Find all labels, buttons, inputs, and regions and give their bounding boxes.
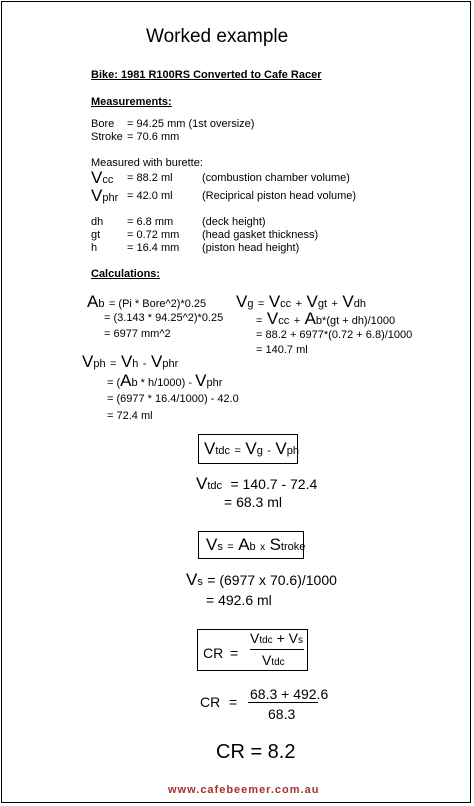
vphr-desc: (Reciprical piston head volume) <box>202 190 357 202</box>
cr-final-result: CR = 8.2 <box>216 741 296 763</box>
cr-numeric-fraction-bar <box>248 702 318 703</box>
cr-numeric-denominator: 68.3 <box>268 706 296 722</box>
vphr-symbol: Vphr <box>91 186 119 205</box>
cr-formula-numerator: Vtdc + Vs <box>250 630 303 646</box>
cr-numeric-label: CR <box>200 694 221 710</box>
calculations-heading: Calculations: <box>91 268 161 280</box>
dh-desc: (deck height) <box>202 216 266 228</box>
vph-equation-line4: = 72.4 ml <box>107 410 153 422</box>
gt-desc: (head gasket thickness) <box>202 229 319 241</box>
h-label: h <box>91 242 98 254</box>
vg-equation-line2: = Vcc + Ab*(gt + dh)/1000 <box>256 309 396 328</box>
vcc-value: = 88.2 ml <box>127 172 173 184</box>
vphr-value: = 42.0 ml <box>127 190 173 202</box>
stroke-value: = 70.6 mm <box>127 131 180 143</box>
h-value: = 16.4 mm <box>127 242 180 254</box>
cr-formula-label: CR <box>203 645 224 661</box>
ab-equation-line1: Ab = (Pi * Bore^2)*0.25 <box>87 292 207 311</box>
stroke-label: Stroke <box>91 131 123 143</box>
vph-equation-line2: = (Ab * h/1000) - Vphr <box>107 371 223 390</box>
bike-heading: Bike: 1981 R100RS Converted to Cafe Racer <box>91 69 322 81</box>
ab-equation-line2: = (3.143 * 94.25^2)*0.25 <box>104 312 224 324</box>
dh-value: = 6.8 mm <box>127 216 174 228</box>
gt-value: = 0.72 mm <box>127 229 180 241</box>
vcc-symbol: Vcc <box>91 168 114 187</box>
cr-formula-denominator: Vtdc <box>262 652 285 668</box>
cr-formula-equals: = <box>230 645 239 661</box>
bore-value: = 94.25 mm (1st oversize) <box>127 118 255 130</box>
vg-equation-line1: Vg = Vcc + Vgt + Vdh <box>236 292 366 311</box>
ab-equation-line3: = 6977 mm^2 <box>104 328 171 340</box>
vs-formula: Vs = Ab x Stroke <box>206 535 306 554</box>
footer-website-link[interactable]: www.cafebeemer.com.au <box>168 784 320 796</box>
vtdc-equation-line3: = 68.3 ml <box>224 494 282 510</box>
h-desc: (piston head height) <box>202 242 300 254</box>
vcc-desc: (combustion chamber volume) <box>202 172 350 184</box>
vtdc-formula: Vtdc = Vg - Vph <box>204 439 300 458</box>
vg-equation-line3: = 88.2 + 6977*(0.72 + 6.8)/1000 <box>256 329 413 341</box>
dh-label: dh <box>91 216 104 228</box>
vs-equation-line2: Vs = (6977 x 70.6)/1000 <box>186 570 337 589</box>
vph-equation-line1: Vph = Vh - Vphr <box>82 352 179 371</box>
measurements-heading: Measurements: <box>91 96 172 108</box>
page-title: Worked example <box>146 26 289 47</box>
vph-equation-line3: = (6977 * 16.4/1000) - 42.0 <box>107 393 239 405</box>
burette-heading: Measured with burette: <box>91 157 203 169</box>
bore-label: Bore <box>91 118 115 130</box>
vtdc-equation-line2: Vtdc = 140.7 - 72.4 <box>196 474 318 493</box>
cr-formula-fraction-bar <box>250 649 304 650</box>
vg-equation-line4: = 140.7 ml <box>256 344 308 356</box>
vs-equation-line3: = 492.6 ml <box>206 592 272 608</box>
gt-label: gt <box>91 229 101 241</box>
cr-numeric-numerator: 68.3 + 492.6 <box>250 686 329 702</box>
cr-numeric-equals: = <box>229 694 238 710</box>
